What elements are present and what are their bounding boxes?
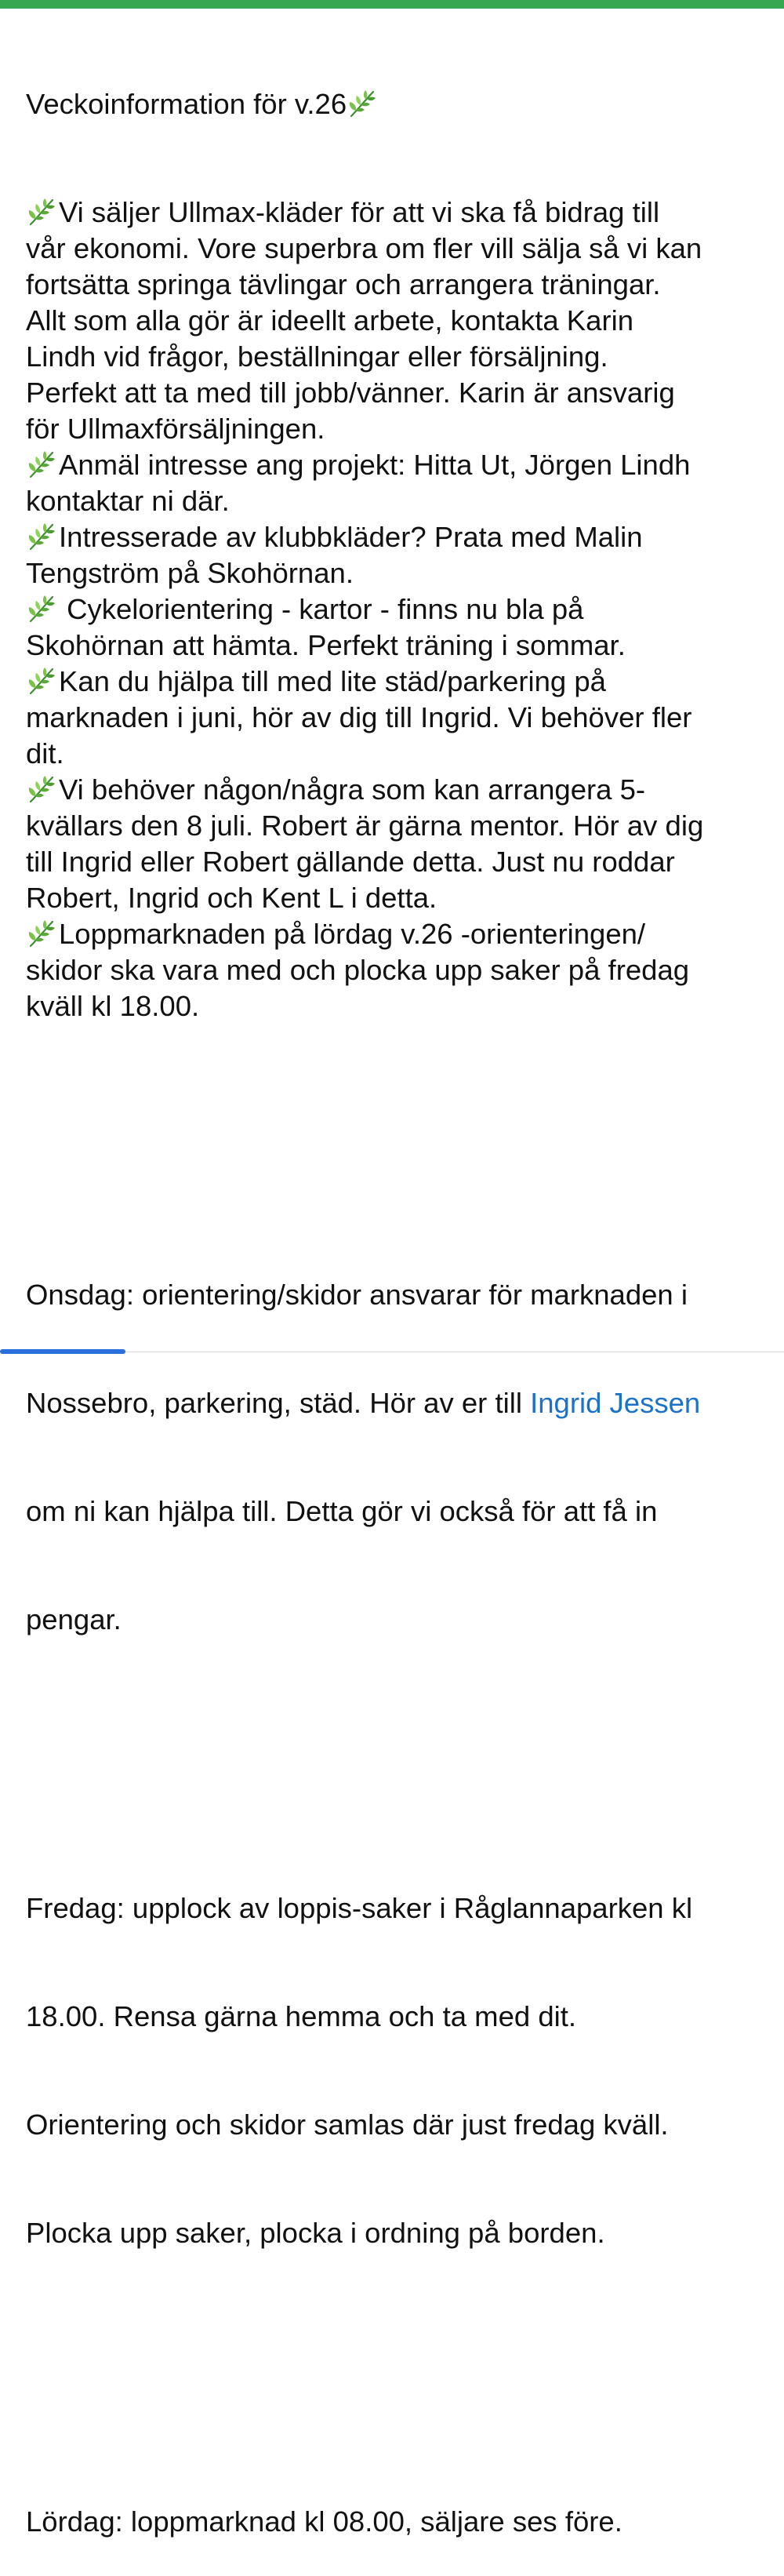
post-body — [26, 14, 767, 2576]
info-item-text: Intresserade av klubbkläder? Prata med Malin — [59, 521, 643, 553]
info-items — [26, 195, 767, 1024]
info-item-7-line-2 — [26, 952, 767, 988]
scroll-indicator — [0, 1349, 125, 1354]
onsdag-line-4: pengar. — [26, 1603, 122, 1635]
info-item-4-line-1 — [26, 591, 767, 628]
info-item-7-line-3 — [26, 988, 767, 1024]
info-item-text: fortsätta springa tävlingar och arrangera träningar. — [26, 268, 661, 300]
info-item-text: kontaktar ni där. — [26, 485, 230, 517]
info-item-text: Vi säljer Ullmax-kläder för att vi ska få bidrag till — [59, 196, 660, 228]
info-item-text: Cykelorientering - kartor - finns nu bla på — [59, 593, 584, 625]
info-item-text: kväll kl 18.00. — [26, 990, 200, 1022]
info-item-3-line-1 — [26, 519, 767, 555]
info-item-text: marknaden i juni, hör av dig till Ingrid. Vi behöver fler — [26, 701, 692, 733]
info-item-6-line-1 — [26, 772, 767, 808]
info-item-text: Tengström på Skohörnan. — [26, 557, 354, 589]
top-accent-bar — [0, 0, 784, 9]
blank-line — [26, 2360, 767, 2396]
herb-emoji-icon — [347, 88, 378, 119]
info-item-text: Allt som alla gör är ideellt arbete, kontakta Karin — [26, 304, 634, 337]
info-item-1-line-1 — [26, 195, 767, 231]
info-item-3-line-2 — [26, 555, 767, 591]
lordag-line: Lördag: loppmarknad kl 08.00, säljare ses före. — [26, 2505, 622, 2538]
onsdag-line-2 — [26, 1385, 767, 1421]
onsdag-line-1: Onsdag: orientering/skidor ansvarar för marknaden i — [26, 1279, 688, 1311]
onsdag-line-3: om ni kan hjälpa till. Detta gör vi också för att få in — [26, 1495, 658, 1527]
post-title: Veckoinformation för v.26 — [26, 88, 347, 120]
info-item-text: Robert, Ingrid och Kent L i detta. — [26, 882, 437, 914]
fredag-line-1: Fredag: upplock av loppis-saker i Råglannaparken kl — [26, 1892, 693, 1924]
info-item-1-line-3 — [26, 267, 767, 303]
info-item-2-line-2 — [26, 483, 767, 519]
info-item-text: Kan du hjälpa till med lite städ/parkering på — [59, 665, 606, 697]
info-item-text: Anmäl intresse ang projekt: Hitta Ut, Jörgen Lindh — [59, 449, 691, 481]
info-item-text: till Ingrid eller Robert gällande detta. Just nu roddar — [26, 846, 675, 878]
info-item-6-line-2 — [26, 808, 767, 844]
info-item-5-line-3 — [26, 736, 767, 772]
herb-emoji-icon — [26, 196, 57, 227]
info-item-text: Perfekt att ta med till jobb/vänner. Karin är ansvarig — [26, 377, 675, 409]
info-item-1-line-6 — [26, 375, 767, 411]
info-item-2-line-1 — [26, 447, 767, 483]
info-item-1-line-7 — [26, 411, 767, 447]
info-item-7-line-1 — [26, 916, 767, 952]
herb-emoji-icon — [26, 665, 57, 697]
info-item-5-line-1 — [26, 664, 767, 700]
herb-emoji-icon — [26, 773, 57, 805]
fredag-line-2: 18.00. Rensa gärna hemma och ta med dit. — [26, 2000, 577, 2032]
post-title-line — [26, 86, 767, 122]
onsdag-text: Nossebro, parkering, städ. Hör av er till — [26, 1387, 531, 1419]
herb-emoji-icon — [26, 521, 57, 552]
ingrid-jessen-link[interactable]: Ingrid Jessen — [530, 1387, 701, 1419]
fredag-line-4: Plocka upp saker, plocka i ordning på borden. — [26, 2217, 605, 2249]
herb-emoji-icon — [26, 593, 57, 624]
info-item-text: Skohörnan att hämta. Perfekt träning i sommar. — [26, 629, 626, 661]
herb-emoji-icon — [26, 918, 57, 949]
info-item-5-line-2 — [26, 700, 767, 736]
blank-line — [26, 1133, 767, 1169]
info-item-1-line-2 — [26, 231, 767, 267]
info-item-1-line-5 — [26, 339, 767, 375]
info-item-text: för Ullmaxförsäljningen. — [26, 413, 325, 445]
info-item-6-line-4 — [26, 880, 767, 916]
info-item-text: Lindh vid frågor, beställningar eller försäljning. — [26, 340, 608, 373]
info-item-4-line-2 — [26, 628, 767, 664]
info-item-text: vår ekonomi. Vore superbra om fler vill sälja så vi kan — [26, 232, 702, 264]
herb-emoji-icon — [26, 449, 57, 480]
info-item-text: Vi behöver någon/några som kan arrangera 5- — [59, 773, 646, 806]
info-item-text: kvällars den 8 juli. Robert är gärna mentor. Hör av dig — [26, 810, 704, 842]
info-item-text: dit. — [26, 737, 64, 770]
info-item-1-line-4 — [26, 303, 767, 339]
info-item-text: Loppmarknaden på lördag v.26 -orienteringen/ — [59, 918, 646, 950]
blank-line — [26, 1746, 767, 1782]
info-item-text: skidor ska vara med och plocka upp saker på fredag — [26, 954, 690, 986]
fredag-line-3: Orientering och skidor samlas där just fredag kväll. — [26, 2108, 669, 2141]
info-item-6-line-3 — [26, 844, 767, 880]
